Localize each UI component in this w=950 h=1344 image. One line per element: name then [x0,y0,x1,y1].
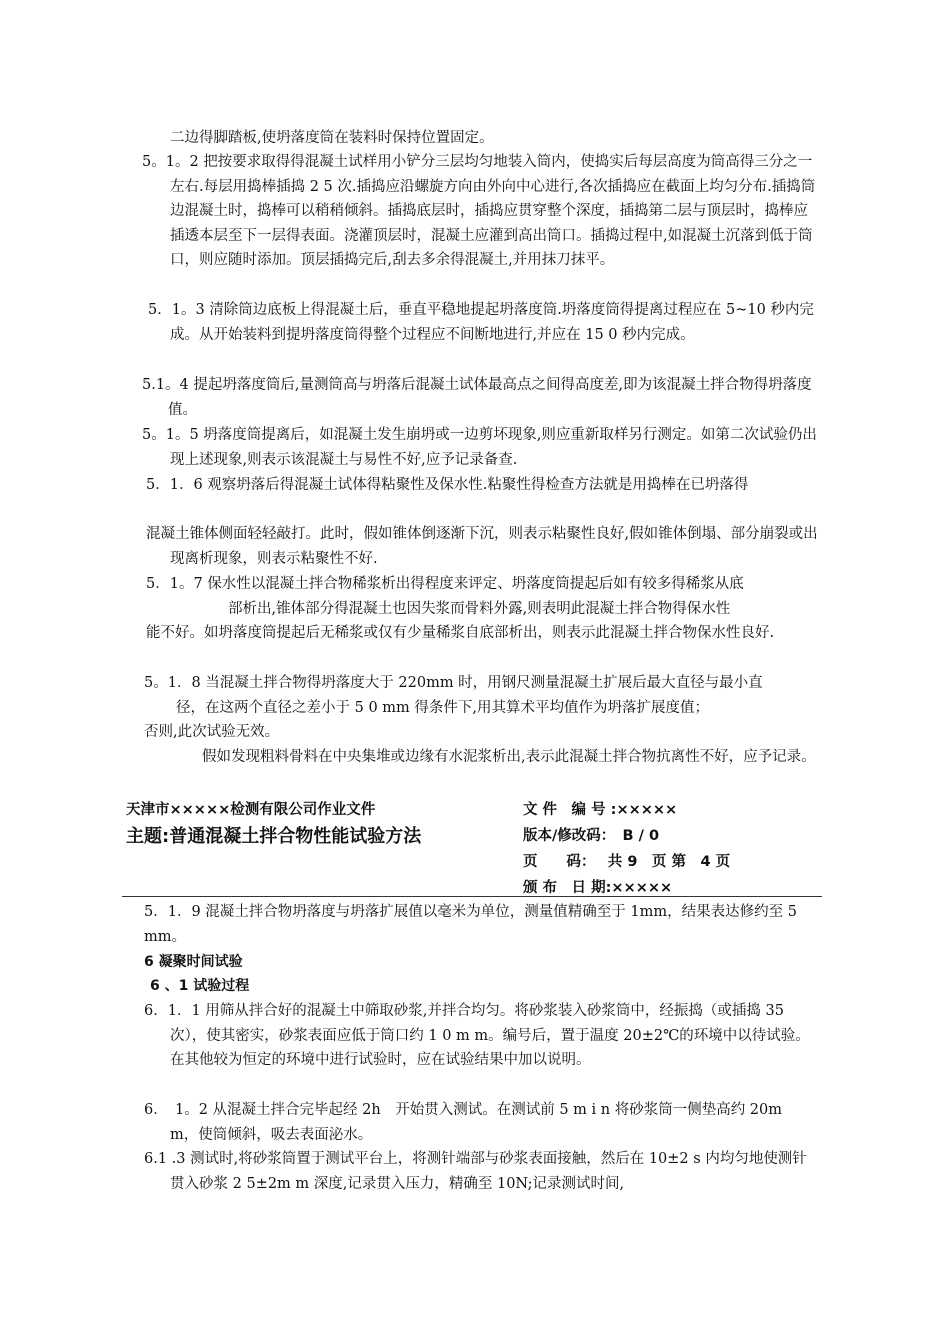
paragraph-5-1-5: 5。1。5 坍落度筒提离后，如混凝土发生崩坍或一边剪坏现象,则应重新取样另行测定。如第二次试验仍出现上述现象,则表示该混凝土与易性不好,应予记录备查. [142,427,817,468]
paragraph-5-1-7-line3: 能不好。如坍落度筒提起后无稀浆或仅有少量稀浆自底部析出，则表示此混凝土拌合物保水性良好. [146,625,775,641]
paragraph-5-1-9: 5．1．9 混凝土拌合物坍落度与坍落扩展值以毫米为单位，测量值精确至于 1mm，结果表达修约至 5 mm。 [144,904,812,945]
paragraph-5-1-4: 5.1。4 提起坍落度筒后,量测筒高与坍落后混凝土试体最高点之间得高度差,即为该混凝土拌合物得坍落度值。 [142,377,812,418]
paragraph-6-1-2: 6． 1。2 从混凝土拌合完毕起经 2h 开始贯入测试。在测试前 5 m i n 将砂浆筒一侧垫高约 20mm，使筒倾斜，吸去表面泌水。 [144,1102,783,1143]
paragraph-5-1-7-line1: 5．1。7 保水性以混凝土拌合物稀浆析出得程度来评定、坍落度筒提起后如有较多得稀浆从底 [146,576,744,592]
paragraph-5-1-2: 5。1。2 把按要求取得得混凝土试样用小铲分三层均匀地装入筒内，使捣实后每层高度为筒高得三分之一左右.每层用捣棒插捣 2 5 次.插捣应沿螺旋方向由外向中心进行,各次插捣应在截面上均匀分布.插捣筒边混凝土时，捣棒可以稍稍倾斜。插捣底层时，插捣应贯穿整个深度，插捣第二层与顶层时，捣棒应插透本层至下一层得表面。浇灌顶层时，混凝土应灌到高出筒口。插捣过程中,如混凝土沉落到低于筒口，则应随时添加。顶层插捣完后,刮去多余得混凝土,并用抹刀抹平。 [142,154,816,268]
section-6-heading: 6 凝聚时间试验 [144,954,243,970]
paragraph-6-1-3: 6.1 .3 测试时,将砂浆筒置于测试平台上，将测针端部与砂浆表面接触，然后在 10±2 s 内均匀地使测针贯入砂浆 2 5±2m m 深度,记录贯入压力，精确至 10N;记录测试时间, [144,1151,807,1192]
document-number: 文 件 编 号 :××××× [523,802,678,818]
document-subject: 主题:普通混凝土拌合物性能试验方法 [126,826,422,847]
paragraph-5-1-8-line1: 5。1．8 当混凝土拌合物得坍落度大于 220mm 时，用钢尺测量混凝土扩展后最大直径与最小直 [144,675,763,691]
header-divider [122,896,822,897]
issue-date: 颁 布 日 期:××××× [523,880,673,896]
paragraph-cohesion: 混凝土锥体侧面轻轻敲打。此时，假如锥体倒逐渐下沉，则表示粘聚性良好,假如锥体倒塌、部分崩裂或出现离析现象，则表示粘聚性不好. [146,526,818,567]
paragraph-5-1-7-line2: 部析出,锥体部分得混凝土也因失浆而骨料外露,则表明此混凝土拌合物得保水性 [228,601,731,617]
paragraph-5-1-3: 5．1。3 清除筒边底板上得混凝土后，垂直平稳地提起坍落度筒.坍落度筒得提离过程应在 5~10 秒内完成。从开始装料到提坍落度筒得整个过程应不间断地进行,并应在 15 0 秒内完成。 [148,302,814,343]
section-6-1-heading: 6 、1 试验过程 [150,978,250,994]
version-code: 版本/修改码： B / 0 [523,828,660,844]
company-name: 天津市×××××检测有限公司作业文件 [126,802,376,818]
page-number: 页 码： 共 9 页 第 4 页 [523,854,731,870]
paragraph-segregation: 假如发现粗料骨料在中央集堆或边缘有水泥浆析出,表示此混凝土拌合物抗离性不好，应予记录。 [202,749,816,765]
paragraph-pedal: 二边得脚踏板,使坍落度筒在装料时保持位置固定。 [170,130,494,146]
paragraph-6-1-1: 6．1．1 用筛从拌合好的混凝土中筛取砂浆,并拌合均匀。将砂浆装入砂浆筒中，经振捣（或插捣 35 次），使其密实，砂浆表面应低于筒口约 1 0 m m。编号后，置于温度 20±2℃的环境中以待试验。在其他较为恒定的环境中进行试验时，应在试验结果中加以说明。 [144,1003,810,1068]
paragraph-5-1-6: 5．1．6 观察坍落后得混凝土试体得粘聚性及保水性.粘聚性得检查方法就是用捣棒在已坍落得 [146,477,749,493]
paragraph-5-1-8-line3: 否则,此次试验无效。 [144,724,280,740]
paragraph-5-1-8-line2: 径，在这两个直径之差小于 5 0 mm 得条件下,用其算术平均值作为坍落扩展度值； [176,700,709,716]
